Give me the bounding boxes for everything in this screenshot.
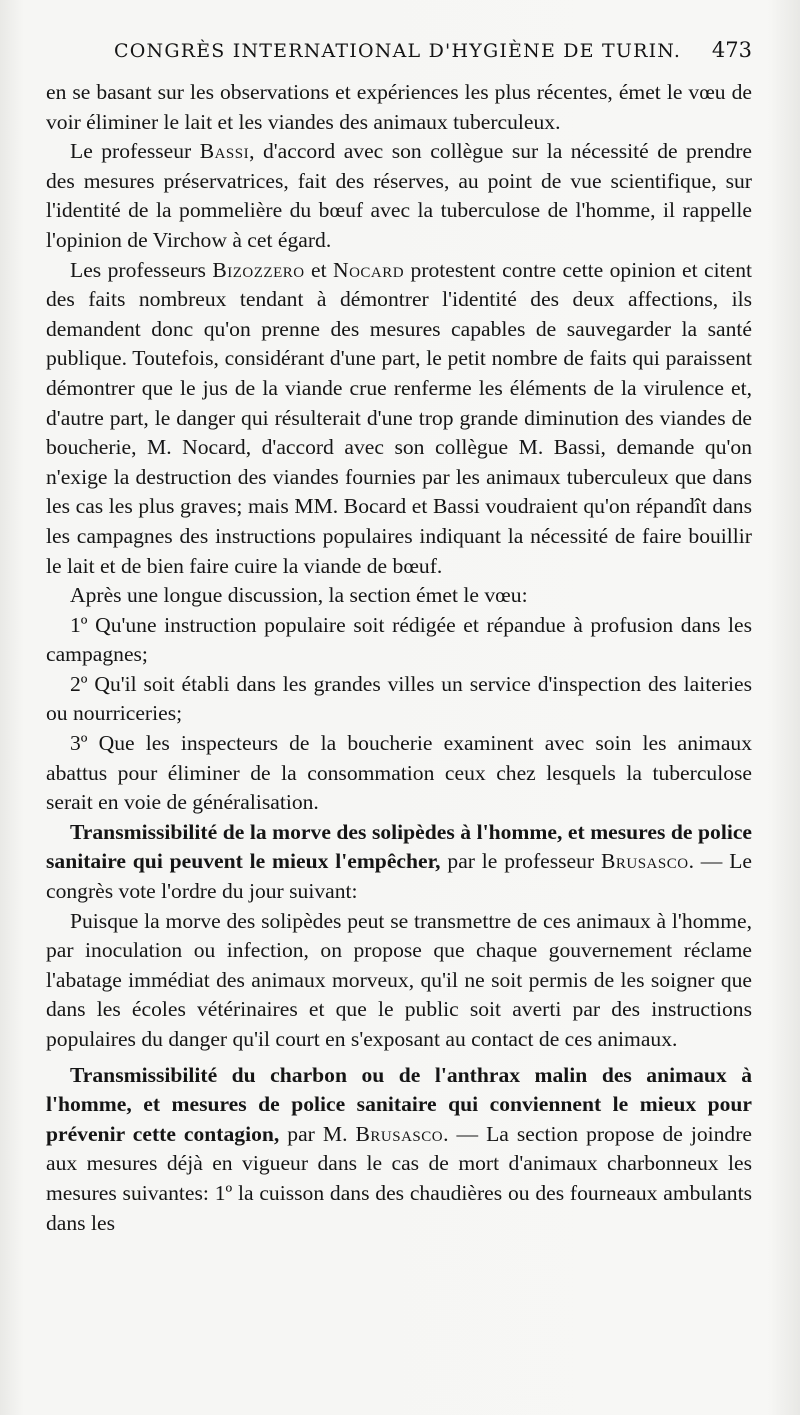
author-name: Bassi — [199, 139, 250, 164]
section-title: Transmissibilité de la morve des solipèdes à l'homme, et mesures de police sanitaire qui peuvent le mieux l'empêcher, — [46, 819, 752, 874]
author-name: Bizozzero — [212, 257, 305, 282]
text-span: . — La section propose de joindre aux mesures déjà en vigueur dans le cas de mort d'animaux charbonneux les mesures suivantes: 1º la cuisson dans des chaudières ou des fourneaux ambulants dans les — [46, 1121, 752, 1235]
paragraph-bizozzero-nocard — [46, 256, 752, 582]
paragraph-morve-resolution: Puisque la morve des solipèdes peut se transmettre de ces animaux à l'homme, par inoculation ou infection, on propose que chaque gouvernement réclame l'abatage immédiat des animaux morveux, qu'il ne soit permis de les soigner que dans les écoles vétérinaires et que le public soit averti par des instructions populaires du danger qu'il court en s'exposant au contact de ces animaux. — [46, 908, 752, 1051]
section-charbon — [46, 1061, 752, 1239]
author-name: Brusasco — [600, 849, 689, 874]
voeu-item-3: 3º Que les inspecteurs de la boucherie examinent avec soin les animaux abattus pour éliminer de la consommation ceux chez lesquels la tuberculose serait en voie de généralisation. — [46, 731, 752, 815]
running-title: CONGRÈS INTERNATIONAL D'HYGIÈNE DE TURIN. — [114, 40, 682, 62]
section-morve — [46, 818, 752, 907]
body-text — [46, 78, 752, 1238]
author-name: Nocard — [333, 257, 405, 282]
text-span: protestent contre cette opinion et citent des faits nombreux tendant à démontrer l'identité des deux affections, ils demandent donc qu'on prenne des mesures capables de sauvegarder la santé publique. Toutefois, considérant d'une part, le petit nombre de faits qui paraissent démontrer que le jus de la viande crue renferme les éléments de la virulence et, d'autre part, le danger qui résulterait d'une trop grande diminution des viandes de boucherie, M. Nocard, d'accord avec son collègue M. Bassi, demande qu'on n'exige la destruction des viandes fournies par les animaux tuberculeux que dans les cas les plus graves; mais MM. Bocard et Bassi voudraient qu'on répandît dans les campagnes des instructions populaires indiquant la nécessité de faire bouillir le lait et de bien faire cuire la viande de bœuf. — [46, 257, 752, 578]
text-span: par le professeur — [440, 849, 601, 874]
paragraph-voeu-intro: Après une longue discussion, la section émet le vœu: — [70, 583, 528, 608]
author-name: Brusasco — [355, 1121, 444, 1146]
text-span: , d'accord avec son collègue sur la nécessité de prendre des mesures préservatrices, fait des réserves, au point de vue scientifique, sur l'identité de la pommelière du bœuf avec la tuberculose de l'homme, il rappelle l'opinion de Virchow à cet égard. — [46, 139, 752, 252]
page-number: 473 — [711, 38, 752, 62]
text-span: Le professeur — [70, 139, 200, 164]
voeu-item-2: 2º Qu'il soit établi dans les grandes villes un service d'inspection des laiteries ou nourriceries; — [46, 671, 752, 726]
text-span: . — Le congrès vote l'ordre du jour suivant: — [46, 849, 752, 904]
text-span: Les professeurs — [70, 257, 213, 282]
paragraph-bassi — [46, 137, 752, 255]
voeu-item-1: 1º Qu'une instruction populaire soit rédigée et répandue à profusion dans les campagnes; — [46, 612, 752, 667]
paragraph-continuation: en se basant sur les observations et expériences les plus récentes, émet le vœu de voir éliminer le lait et les viandes des animaux tuberculeux. — [46, 80, 752, 134]
section-title: Transmissibilité du charbon ou de l'anthrax malin des animaux à l'homme, et mesures de police sanitaire qui conviennent le mieux pour prévenir cette contagion, — [46, 1062, 752, 1146]
text-span: par M. — [279, 1121, 356, 1146]
page-header — [46, 36, 752, 78]
text-span: et — [304, 257, 333, 282]
